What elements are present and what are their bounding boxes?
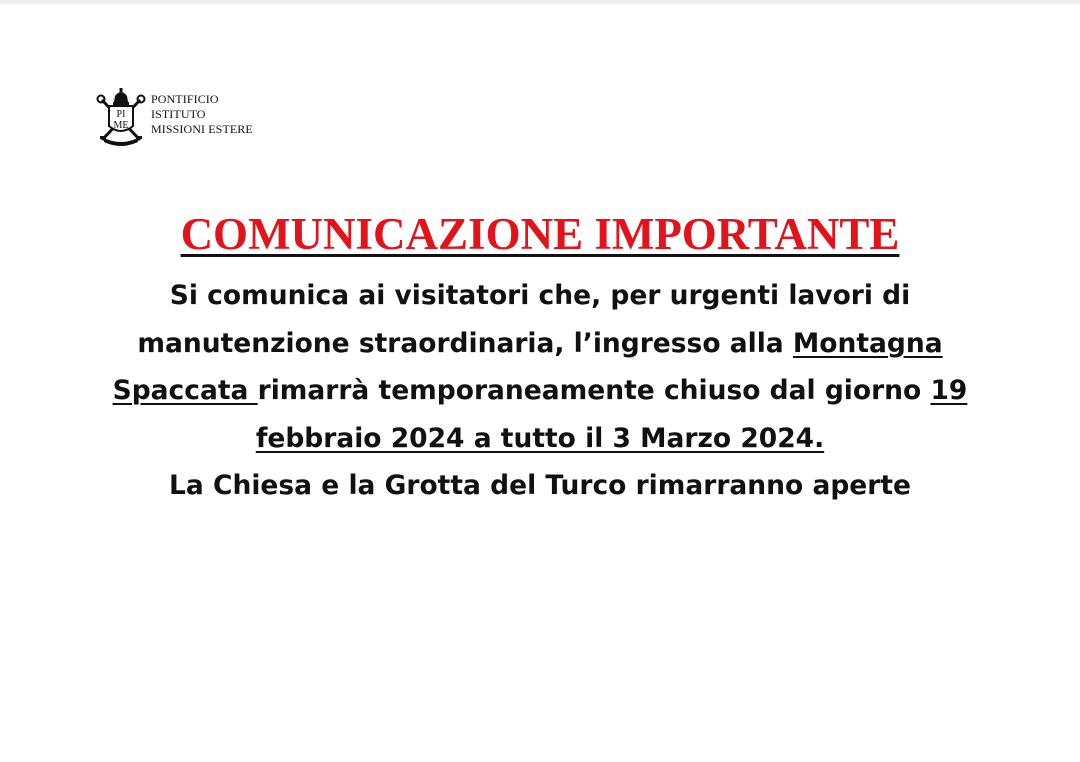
notice-line-1: [70, 272, 1010, 320]
place-name-spaccata: Spaccata: [112, 375, 258, 406]
logo-text: [151, 92, 253, 137]
logo-line-3: MISSIONI ESTERE: [151, 122, 253, 136]
svg-text:PI: PI: [116, 109, 126, 120]
notice-line-5: [70, 462, 1010, 510]
closure-date-range: febbraio 2024 a tutto il 3 Marzo 2024.: [255, 422, 825, 454]
notice-line-1-text: Si comunica ai visitatori che, per urgenti lavori di: [169, 280, 911, 311]
logo-line-2: ISTITUTO: [151, 107, 206, 121]
place-name-montagna: Montagna: [792, 327, 943, 359]
svg-text:ME: ME: [113, 120, 129, 131]
page-top-edge: [0, 0, 1080, 4]
notice-title-text: COMUNICAZIONE IMPORTANTE: [180, 209, 900, 259]
closure-start-day: 19: [930, 375, 968, 406]
notice-line-5-text: La Chiesa e la Grotta del Turco rimarranno aperte: [169, 470, 911, 501]
notice-line-4: [70, 415, 1010, 463]
notice-body: [70, 272, 1010, 510]
notice-line-2: [70, 320, 1010, 368]
pime-logo: [96, 88, 253, 146]
pime-emblem-icon: [96, 88, 146, 146]
notice-line-3: [70, 367, 1010, 415]
logo-line-1: PONTIFICIO: [151, 92, 219, 106]
notice-line-3-text: rimarrà temporaneamente chiuso dal giorno: [257, 375, 931, 406]
notice-title: [0, 206, 1080, 262]
notice-line-2-text: manutenzione straordinaria, l’ingresso alla: [137, 327, 793, 359]
